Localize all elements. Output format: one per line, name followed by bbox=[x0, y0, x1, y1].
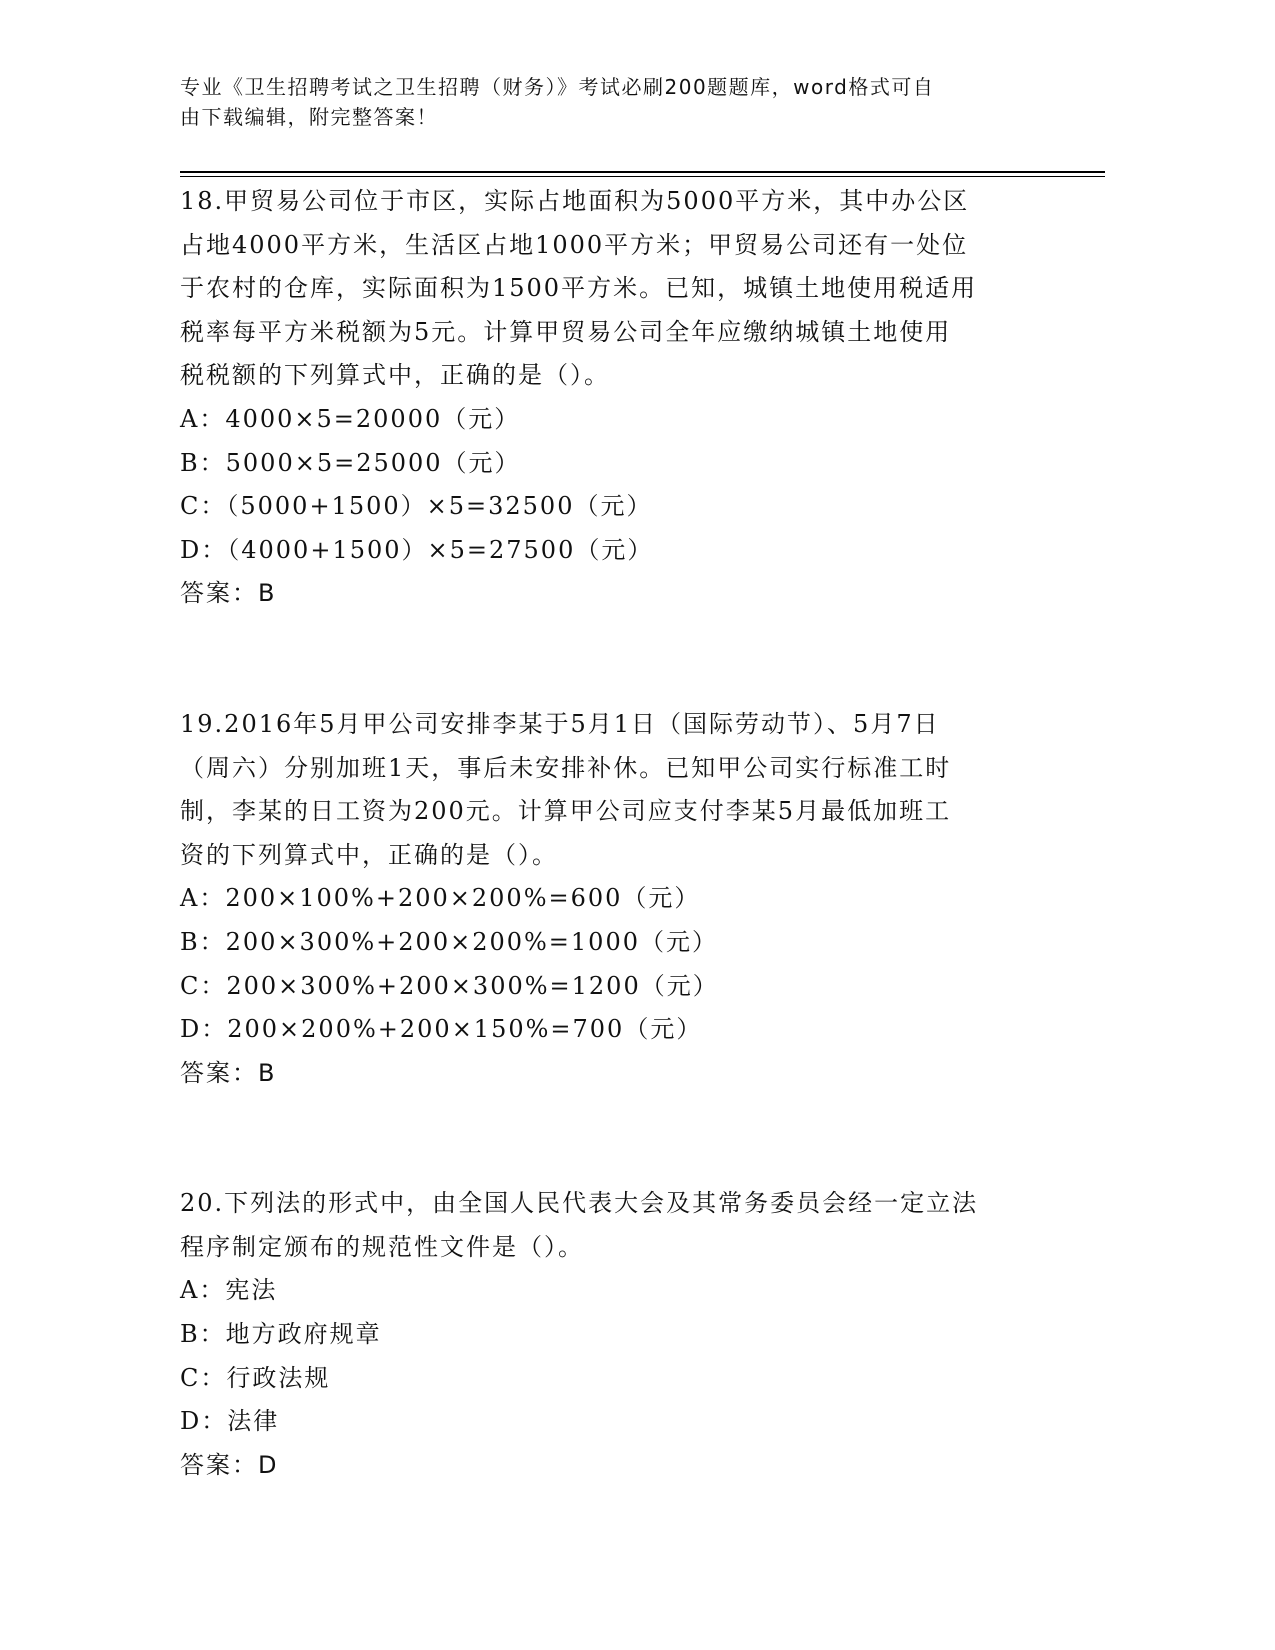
question-text-line: （周六）分别加班1天，事后未安排补休。已知甲公司实行标准工时 bbox=[180, 753, 952, 782]
question-text-line: 20.下列法的形式中，由全国人民代表大会及其常务委员会经一定立法 bbox=[180, 1189, 979, 1218]
header-divider-thick bbox=[180, 171, 1105, 173]
question-18 bbox=[180, 180, 1080, 616]
header-line: 专业《卫生招聘考试之卫生招聘（财务）》考试必刷200题题库，word格式可自 bbox=[180, 75, 935, 99]
question-text-line: 税税额的下列算式中，正确的是（）。 bbox=[180, 361, 610, 390]
option-b: B：5000×5=25000（元） bbox=[180, 448, 521, 477]
question-text-line: 于农村的仓库，实际面积为1500平方米。已知，城镇土地使用税适用 bbox=[180, 274, 978, 303]
option-a: A：宪法 bbox=[180, 1276, 278, 1305]
option-b: B：200×300%+200×200%=1000（元） bbox=[180, 927, 718, 956]
question-text-line: 税率每平方米税额为5元。计算甲贸易公司全年应缴纳城镇土地使用 bbox=[180, 317, 952, 346]
option-d: D：法律 bbox=[180, 1407, 280, 1436]
option-d: D：200×200%+200×150%=700（元） bbox=[180, 1015, 703, 1044]
question-list bbox=[180, 180, 1080, 1574]
option-b: B：地方政府规章 bbox=[180, 1320, 382, 1349]
question-text-line: 资的下列算式中，正确的是（）。 bbox=[180, 840, 558, 869]
question-text-line: 制，李某的日工资为200元。计算甲公司应支付李某5月最低加班工 bbox=[180, 797, 952, 826]
question-text-line: 程序制定颁布的规范性文件是（）。 bbox=[180, 1232, 584, 1261]
option-a: A：200×100%+200×200%=600（元） bbox=[180, 884, 701, 913]
question-20 bbox=[180, 1182, 1080, 1487]
header-line: 由下载编辑，附完整答案！ bbox=[180, 105, 438, 129]
document-header bbox=[180, 72, 1080, 132]
question-text-line: 占地4000平方米，生活区占地1000平方米；甲贸易公司还有一处位 bbox=[180, 230, 969, 259]
question-text-line: 18.甲贸易公司位于市区，实际占地面积为5000平方米，其中办公区 bbox=[180, 187, 970, 215]
option-c: C：（5000+1500）×5=32500（元） bbox=[180, 492, 653, 521]
option-a: A：4000×5=20000（元） bbox=[180, 404, 521, 433]
option-d: D：（4000+1500）×5=27500（元） bbox=[180, 535, 654, 564]
option-c: C：200×300%+200×300%=1200（元） bbox=[180, 971, 719, 1000]
question-19 bbox=[180, 703, 1080, 1095]
answer: 答案：B bbox=[180, 579, 277, 608]
answer: 答案：D bbox=[180, 1450, 279, 1479]
header-divider-thin bbox=[180, 176, 1105, 177]
option-c: C：行政法规 bbox=[180, 1363, 331, 1392]
question-text-line: 19.2016年5月甲公司安排李某于5月1日（国际劳动节）、5月7日 bbox=[180, 709, 940, 738]
answer: 答案：B bbox=[180, 1058, 277, 1087]
